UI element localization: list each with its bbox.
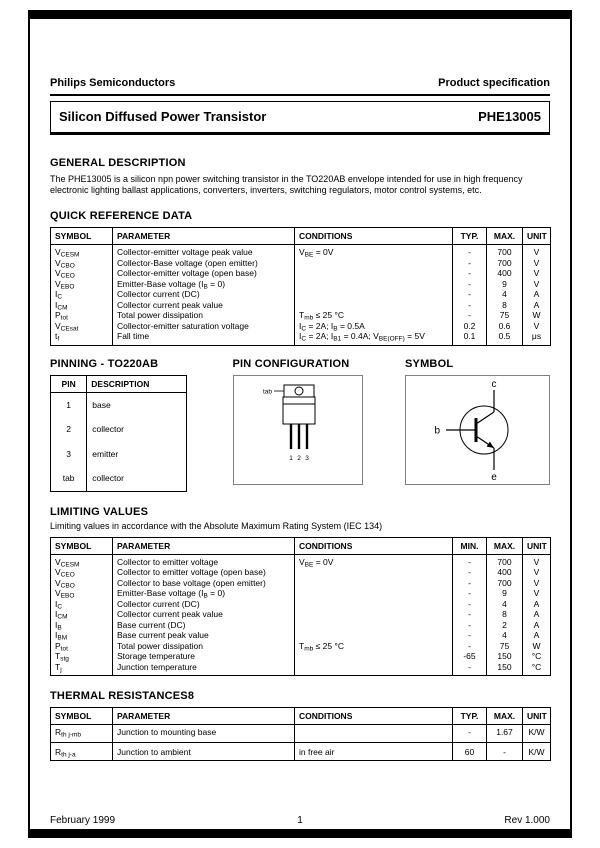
footer-page-number: 1 (297, 815, 303, 826)
table-cell: $I_B$ (51, 620, 113, 631)
table-cell (295, 725, 453, 743)
table-cell: Collector to emitter voltage (open base) (113, 567, 295, 578)
table-cell: - (453, 588, 487, 599)
table-cell: 60 (453, 742, 487, 761)
table-cell: Collector current (DC) (113, 289, 295, 300)
header-rule (50, 94, 550, 96)
table-cell: A (523, 599, 551, 610)
table-cell: Emitter-Base voltage $(I_B = 0)$ (113, 588, 295, 599)
table-cell: - (487, 742, 523, 761)
table-cell: emitter (87, 442, 187, 467)
table-cell (295, 609, 453, 620)
table-cell: - (453, 310, 487, 321)
column-header: MAX. (487, 228, 523, 245)
thermal-resistances-table (50, 707, 551, 761)
pin-configuration-figure (233, 375, 363, 485)
table-cell: 4 (487, 630, 523, 641)
table-cell: - (453, 245, 487, 258)
emitter-arrow (487, 441, 494, 447)
table-cell: °C (523, 662, 551, 676)
collector-label: c (491, 378, 497, 390)
table-cell: 4 (487, 599, 523, 610)
page-footer (50, 815, 550, 826)
table-cell (295, 300, 453, 311)
table-cell: Collector-emitter saturation voltage (113, 321, 295, 332)
table-cell: Total power dissipation (113, 641, 295, 652)
table-cell: 150 (487, 651, 523, 662)
table-cell: V (523, 567, 551, 578)
table-cell: Collector-Base voltage (open emitter) (113, 258, 295, 269)
table-cell: V (523, 588, 551, 599)
table-cell: Base current (DC) (113, 620, 295, 631)
table-cell: Junction to mounting base (113, 725, 295, 743)
table-cell (295, 578, 453, 589)
pin-number-1: 1 (288, 454, 293, 462)
section-heading-general-description: GENERAL DESCRIPTION (50, 157, 186, 169)
table-cell: 0.2 (453, 321, 487, 332)
pin-3-leg (305, 424, 307, 449)
table-cell (295, 567, 453, 578)
table-cell: 2 (51, 417, 87, 442)
column-header: SYMBOL (51, 708, 113, 725)
to220-package-drawing (234, 376, 362, 484)
table-cell: V (523, 321, 551, 332)
column-header: SYMBOL (51, 228, 113, 245)
table-cell: 150 (487, 662, 523, 676)
table-cell: Collector current peak value (113, 609, 295, 620)
table-cell: - (453, 578, 487, 589)
table-cell: Total power dissipation (113, 310, 295, 321)
table-cell: - (453, 554, 487, 567)
table-cell: $I_{CM}$ (51, 609, 113, 620)
table-cell: 4 (487, 289, 523, 300)
column-header: CONDITIONS (295, 228, 453, 245)
table-cell: -65 (453, 651, 487, 662)
table-row (51, 300, 551, 311)
column-header: UNIT (523, 708, 551, 725)
table-cell: K/W (523, 742, 551, 761)
table-cell: Collector current peak value (113, 300, 295, 311)
publisher-name: Philips Semiconductors (50, 77, 176, 89)
table-cell: $P_{tot}$ (51, 641, 113, 652)
table-cell: $V_{CEsat}$ (51, 321, 113, 332)
table-row (51, 599, 551, 610)
pin-2-leg (297, 424, 299, 449)
column-header: SYMBOL (51, 537, 113, 554)
table-cell (295, 620, 453, 631)
limiting-values-note: Limiting values in accordance with the Absolute Maximum Rating System (IEC 134) (50, 520, 383, 531)
table-cell: V (523, 268, 551, 279)
table-row (51, 442, 187, 467)
table-cell: A (523, 289, 551, 300)
table-cell: $I_C = 2A$; $I_{B1} = 0.4A$; $V_{BE(OFF)} = 5V$ (295, 331, 453, 345)
table-row (51, 321, 551, 332)
table-cell (295, 289, 453, 300)
table-cell: $R_{th j-mb}$ (51, 725, 113, 743)
table-cell: - (453, 567, 487, 578)
document-title: Silicon Diffused Power Transistor (59, 109, 267, 124)
table-cell: $V_{CESM}$ (51, 554, 113, 567)
table-cell: - (453, 289, 487, 300)
table-cell: $T_{mb} \le 25$ °C (295, 310, 453, 321)
table-cell: 1 (51, 392, 87, 417)
table-cell: - (453, 599, 487, 610)
general-description-text: The PHE13005 is a silicon npn power switching transistor in the TO220AB envelope intended for use in high frequency electronic lighting ballast applications, converters, inverters, switching regulators, motor control systems, etc. (50, 174, 523, 195)
part-number: PHE13005 (478, 109, 541, 124)
table-cell: A (523, 300, 551, 311)
pin-configuration-column (233, 358, 363, 492)
table-cell: $V_{CBO}$ (51, 258, 113, 269)
table-row (51, 578, 551, 589)
table-cell (295, 651, 453, 662)
table-row (51, 279, 551, 290)
column-header: MIN. (453, 537, 487, 554)
table-row (51, 331, 551, 345)
table-row (51, 662, 551, 676)
symbol-figure (405, 375, 550, 485)
table-cell: W (523, 641, 551, 652)
table-row (51, 417, 187, 442)
table-row (51, 245, 551, 258)
pinning-table (50, 375, 187, 492)
table-cell: Collector to emitter voltage (113, 554, 295, 567)
table-row (51, 392, 187, 417)
table-cell: $V_{CESM}$ (51, 245, 113, 258)
document-header (50, 77, 550, 89)
table-cell (295, 662, 453, 676)
title-bar (50, 101, 550, 135)
table-cell (295, 258, 453, 269)
table-cell: Emitter-Base voltage $(I_B = 0)$ (113, 279, 295, 290)
table-cell: Fall time (113, 331, 295, 345)
table-cell: - (453, 279, 487, 290)
column-header: UNIT (523, 228, 551, 245)
limiting-values-table (50, 537, 551, 677)
column-header: PARAMETER (113, 228, 295, 245)
table-cell: K/W (523, 725, 551, 743)
table-row (51, 588, 551, 599)
table-cell: $V_{BE} = 0V$ (295, 245, 453, 258)
pin-number-2: 2 (296, 454, 301, 462)
table-cell: $t_f$ (51, 331, 113, 345)
table-cell (295, 268, 453, 279)
table-cell: - (453, 268, 487, 279)
section-heading-limiting-values: LIMITING VALUES (50, 505, 149, 518)
pinning-section (50, 358, 550, 492)
table-cell: Storage temperature (113, 651, 295, 662)
table-cell: 700 (487, 258, 523, 269)
table-row (51, 310, 551, 321)
section-heading-quick-reference: QUICK REFERENCE DATA (50, 210, 193, 222)
table-row (51, 630, 551, 641)
table-cell: $I_C$ (51, 289, 113, 300)
table-cell: in free air (295, 742, 453, 761)
table-cell: $T_{stg}$ (51, 651, 113, 662)
mounting-hole (295, 387, 303, 395)
table-cell: A (523, 630, 551, 641)
table-row (51, 725, 551, 743)
pin-number-3: 3 (304, 454, 309, 462)
table-cell: $T_{mb} \le 25$ °C (295, 641, 453, 652)
table-cell: μs (523, 331, 551, 345)
table-row (51, 651, 551, 662)
table-cell: - (453, 620, 487, 631)
table-cell: $I_{BM}$ (51, 630, 113, 641)
table-cell: 2 (487, 620, 523, 631)
column-header: MAX. (487, 708, 523, 725)
table-cell (295, 599, 453, 610)
table-cell: 700 (487, 578, 523, 589)
table-cell: $I_C$ (51, 599, 113, 610)
base-label: b (434, 425, 440, 436)
table-cell: $V_{BE} = 0V$ (295, 554, 453, 567)
table-cell (295, 630, 453, 641)
table-cell (295, 279, 453, 290)
table-cell: A (523, 609, 551, 620)
table-cell: A (523, 620, 551, 631)
pinning-column (50, 358, 190, 492)
table-row (51, 609, 551, 620)
table-cell: 700 (487, 245, 523, 258)
table-cell: base (87, 392, 187, 417)
table-cell: 9 (487, 279, 523, 290)
column-header: PIN (51, 375, 87, 392)
table-cell: - (453, 300, 487, 311)
table-cell: 8 (487, 609, 523, 620)
table-cell: Collector-emitter voltage peak value (113, 245, 295, 258)
column-header: PARAMETER (113, 537, 295, 554)
column-header: CONDITIONS (295, 708, 453, 725)
footer-revision: Rev 1.000 (504, 815, 550, 826)
table-cell: $R_{th j-a}$ (51, 742, 113, 761)
footer-date: February 1999 (50, 815, 116, 826)
page-content (50, 19, 550, 761)
table-cell: V (523, 554, 551, 567)
table-cell: Collector to base voltage (open emitter) (113, 578, 295, 589)
section-heading-thermal-resistances: THERMAL RESISTANCES8 (50, 690, 195, 702)
spec-type: Product specification (438, 77, 550, 89)
column-header: CONDITIONS (295, 537, 453, 554)
table-cell: - (453, 662, 487, 676)
table-row (51, 289, 551, 300)
table-cell: 0.5 (487, 331, 523, 345)
table-cell: W (523, 310, 551, 321)
quick-reference-table (50, 227, 551, 346)
table-cell: $I_C = 2A$; $I_B = 0.5A$ (295, 321, 453, 332)
table-row (51, 641, 551, 652)
table-cell: °C (523, 651, 551, 662)
table-row (51, 742, 551, 761)
table-cell: 3 (51, 442, 87, 467)
table-cell: - (453, 725, 487, 743)
table-cell: V (523, 279, 551, 290)
table-cell: 400 (487, 268, 523, 279)
pin-1-leg (289, 424, 291, 449)
tab-label: tab (262, 388, 272, 395)
section-heading-symbol: SYMBOL (405, 357, 454, 370)
table-cell: 75 (487, 641, 523, 652)
table-cell: collector (87, 466, 187, 491)
table-cell: Junction to ambient (113, 742, 295, 761)
table-cell: $P_{tot}$ (51, 310, 113, 321)
emitter-label: e (491, 471, 497, 483)
table-row (51, 567, 551, 578)
table-cell: - (453, 258, 487, 269)
table-cell: $T_j$ (51, 662, 113, 676)
table-cell: 1.67 (487, 725, 523, 743)
table-row (51, 258, 551, 269)
symbol-column (405, 358, 550, 492)
table-cell: V (523, 258, 551, 269)
column-header: UNIT (523, 537, 551, 554)
table-cell: $V_{EBO}$ (51, 279, 113, 290)
table-cell: 400 (487, 567, 523, 578)
table-cell: 8 (487, 300, 523, 311)
table-cell: $V_{CEO}$ (51, 567, 113, 578)
table-cell: collector (87, 417, 187, 442)
table-cell: - (453, 630, 487, 641)
table-cell: 700 (487, 554, 523, 567)
table-cell: Base current peak value (113, 630, 295, 641)
column-header: PARAMETER (113, 708, 295, 725)
table-cell: 75 (487, 310, 523, 321)
table-cell: V (523, 578, 551, 589)
table-cell: 9 (487, 588, 523, 599)
column-header: MAX. (487, 537, 523, 554)
npn-transistor-symbol (406, 376, 549, 484)
table-cell: $V_{EBO}$ (51, 588, 113, 599)
table-cell: $I_{CM}$ (51, 300, 113, 311)
table-cell: 0.1 (453, 331, 487, 345)
table-row (51, 554, 551, 567)
table-cell: V (523, 245, 551, 258)
table-row (51, 466, 187, 491)
column-header: TYP. (453, 228, 487, 245)
table-cell: $V_{CBO}$ (51, 578, 113, 589)
table-cell: 0.6 (487, 321, 523, 332)
table-row (51, 620, 551, 631)
table-cell: tab (51, 466, 87, 491)
column-header: DESCRIPTION (87, 375, 187, 392)
table-cell: - (453, 641, 487, 652)
table-cell (295, 588, 453, 599)
section-heading-pinning: PINNING - TO220AB (50, 357, 159, 370)
table-cell: - (453, 609, 487, 620)
table-cell: $V_{CEO}$ (51, 268, 113, 279)
table-row (51, 268, 551, 279)
table-cell: Junction temperature (113, 662, 295, 676)
column-header: TYP. (453, 708, 487, 725)
section-heading-pin-configuration: PIN CONFIGURATION (232, 357, 350, 370)
table-cell: Collector current (DC) (113, 599, 295, 610)
table-cell: Collector-emitter voltage (open base) (113, 268, 295, 279)
